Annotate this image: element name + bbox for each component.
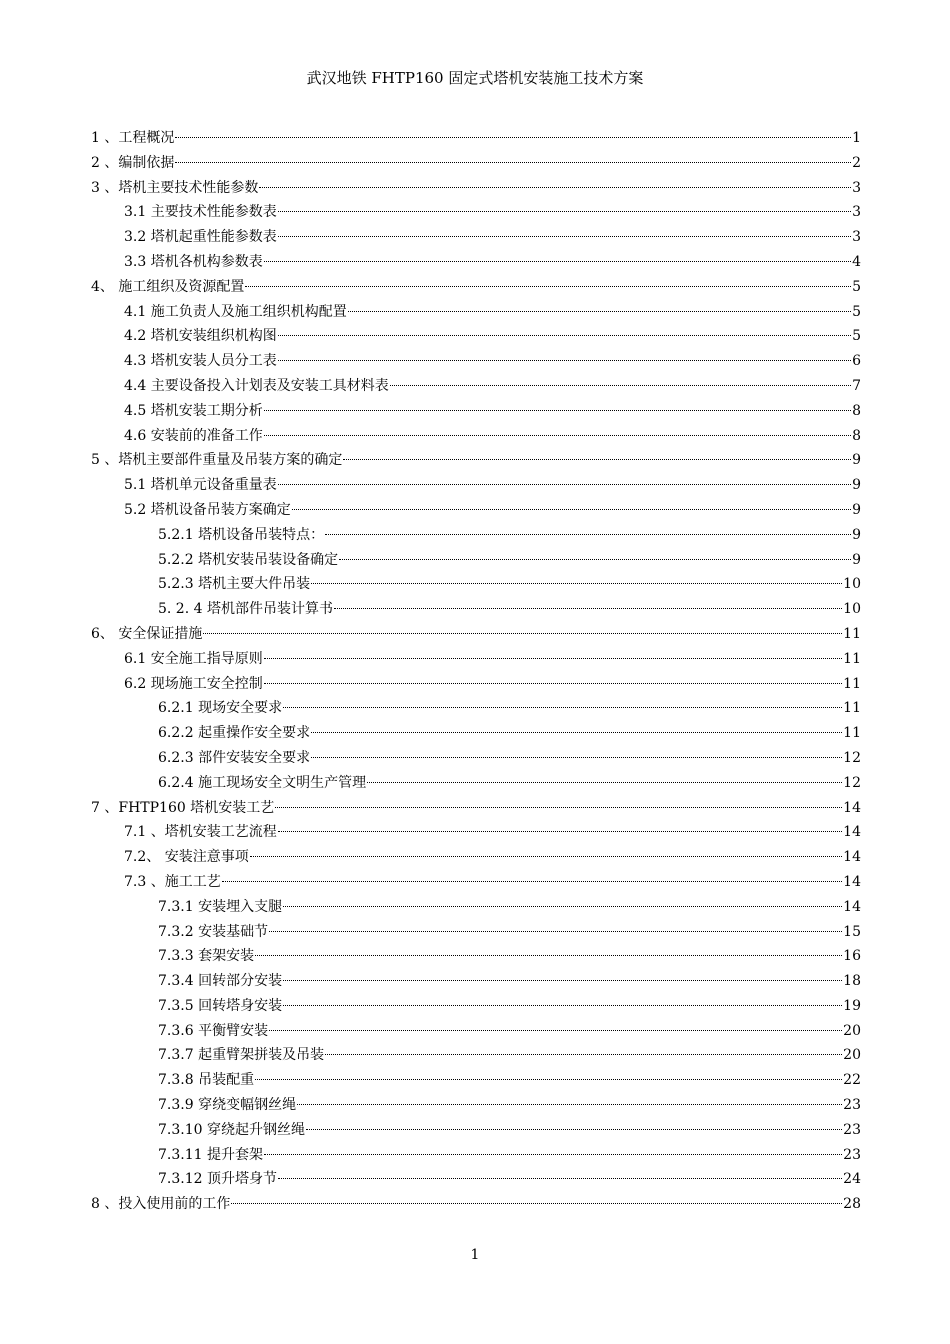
toc-entry[interactable] <box>91 721 861 746</box>
toc-dot-leader <box>269 931 842 932</box>
toc-dot-leader <box>334 608 842 609</box>
toc-entry[interactable] <box>91 771 861 796</box>
toc-dot-leader <box>245 286 851 287</box>
toc-entry-title: 5.2 塔机设备吊装方案确定 <box>124 501 291 518</box>
toc-dot-leader <box>231 1203 842 1204</box>
toc-dot-leader <box>325 1054 842 1055</box>
toc-entry-page: 14 <box>843 898 861 915</box>
toc-entry-title: 7.3.9 穿绕变幅钢丝绳 <box>158 1097 297 1114</box>
toc-entry-page: 14 <box>843 799 861 816</box>
toc-entry[interactable] <box>91 498 861 523</box>
toc-entry-page: 11 <box>843 650 861 667</box>
toc-entry-title: 3.3 塔机各机构参数表 <box>124 253 263 270</box>
toc-dot-leader <box>175 137 851 138</box>
toc-entry-page: 14 <box>843 873 861 890</box>
toc-dot-leader <box>390 385 851 386</box>
toc-dot-leader <box>311 583 842 584</box>
toc-dot-leader <box>278 236 851 237</box>
toc-dot-leader <box>278 360 851 361</box>
toc-entry-page: 11 <box>843 725 861 742</box>
toc-entry-title: 3.1 主要技术性能参数表 <box>124 204 277 221</box>
toc-entry-title: 6.2 现场施工安全控制 <box>124 675 263 692</box>
toc-entry-page: 11 <box>843 700 861 717</box>
toc-entry-title: 6.2.3 部件安装安全要求 <box>158 749 311 766</box>
toc-entry[interactable] <box>91 1192 861 1217</box>
toc-dot-leader <box>259 187 851 188</box>
toc-entry[interactable] <box>91 820 861 845</box>
toc-entry-page: 12 <box>843 749 861 766</box>
toc-entry-page: 8 <box>852 402 861 419</box>
toc-entry-page: 5 <box>852 278 861 295</box>
toc-entry[interactable] <box>91 622 861 647</box>
toc-entry-title: 6.2.4 施工现场安全文明生产管理 <box>158 774 367 791</box>
toc-dot-leader <box>278 1178 842 1179</box>
page-number: 1 <box>470 1247 480 1263</box>
toc-entry[interactable] <box>91 424 861 449</box>
toc-entry[interactable] <box>91 572 861 597</box>
toc-entry[interactable] <box>91 523 861 548</box>
toc-entry-title: 6.2.1 现场安全要求 <box>158 700 283 717</box>
toc-entry-page: 14 <box>843 849 861 866</box>
toc-entry[interactable] <box>91 1167 861 1192</box>
toc-entry[interactable] <box>91 845 861 870</box>
toc-dot-leader <box>278 831 842 832</box>
toc-entry[interactable] <box>91 944 861 969</box>
toc-dot-leader <box>311 732 842 733</box>
toc-dot-leader <box>283 906 842 907</box>
toc-dot-leader <box>264 658 842 659</box>
toc-entry-title: 7.3.3 套架安装 <box>158 948 255 965</box>
toc-entry[interactable] <box>91 1068 861 1093</box>
toc-entry-title: 7.3.4 回转部分安装 <box>158 973 283 990</box>
toc-entry-page: 16 <box>843 948 861 965</box>
toc-entry-title: 4.3 塔机安装人员分工表 <box>124 353 277 370</box>
toc-dot-leader <box>255 1079 842 1080</box>
toc-entry[interactable] <box>91 647 861 672</box>
toc-entry-title: 5. 2. 4 塔机部件吊装计算书 <box>158 601 333 618</box>
toc-entry[interactable] <box>91 399 861 424</box>
toc-dot-leader <box>325 534 851 535</box>
toc-entry-page: 15 <box>843 923 861 940</box>
toc-entry-title: 7.1 、塔机安装工艺流程 <box>124 824 277 841</box>
toc-dot-leader <box>264 683 842 684</box>
toc-entry-title: 7.3.5 回转塔身安装 <box>158 997 283 1014</box>
toc-dot-leader <box>292 509 851 510</box>
toc-entry-title: 4.6 安装前的准备工作 <box>124 427 263 444</box>
toc-entry-title: 7 、FHTP160 塔机安装工艺 <box>91 799 275 816</box>
toc-entry[interactable] <box>91 1118 861 1143</box>
toc-entry-page: 9 <box>852 551 861 568</box>
toc-entry-title: 6.2.2 起重操作安全要求 <box>158 725 311 742</box>
toc-entry-page: 3 <box>852 204 861 221</box>
toc-dot-leader <box>264 410 851 411</box>
toc-dot-leader <box>203 633 842 634</box>
toc-entry-title: 7.3.6 平衡臂安装 <box>158 1022 269 1039</box>
toc-entry-page: 8 <box>852 427 861 444</box>
page-title: 武汉地铁 FHTP160 固定式塔机安装施工技术方案 <box>306 69 644 87</box>
toc-entry-title: 7.3.1 安装埋入支腿 <box>158 898 283 915</box>
toc-dot-leader <box>264 435 851 436</box>
toc-entry-title: 8 、投入使用前的工作 <box>91 1196 231 1213</box>
toc-dot-leader <box>283 980 842 981</box>
toc-entry[interactable] <box>91 994 861 1019</box>
toc-dot-leader <box>283 1005 842 1006</box>
toc-dot-leader <box>264 1154 842 1155</box>
toc-entry-page: 9 <box>852 526 861 543</box>
toc-entry-page: 9 <box>852 452 861 469</box>
toc-dot-leader <box>275 807 842 808</box>
toc-entry-title: 5.2.1 塔机设备吊装特点： <box>158 526 325 543</box>
toc-entry-title: 4.1 施工负责人及施工组织机构配置 <box>124 303 347 320</box>
toc-entry-page: 14 <box>843 824 861 841</box>
toc-dot-leader <box>367 782 842 783</box>
toc-entry-page: 23 <box>843 1097 861 1114</box>
toc-entry-title: 6、 安全保证措施 <box>91 625 203 642</box>
toc-entry-page: 20 <box>843 1047 861 1064</box>
toc-entry-page: 7 <box>852 377 861 394</box>
toc-entry[interactable] <box>91 672 861 697</box>
table-of-contents <box>91 126 861 1217</box>
toc-entry-title: 3.2 塔机起重性能参数表 <box>124 229 277 246</box>
toc-entry-title: 7.3.11 提升套架 <box>158 1146 263 1163</box>
toc-entry[interactable] <box>91 969 861 994</box>
toc-entry-page: 3 <box>852 229 861 246</box>
toc-entry-title: 7.2、 安装注意事项 <box>124 849 249 866</box>
toc-dot-leader <box>278 484 851 485</box>
toc-entry-title: 7.3.7 起重臂架拼装及吊装 <box>158 1047 325 1064</box>
toc-entry[interactable] <box>91 349 861 374</box>
toc-entry[interactable] <box>91 473 861 498</box>
toc-entry-title: 4.2 塔机安装组织机构图 <box>124 328 277 345</box>
toc-dot-leader <box>306 1129 842 1130</box>
toc-entry-title: 3 、塔机主要技术性能参数 <box>91 179 259 196</box>
toc-entry-page: 3 <box>852 179 861 196</box>
toc-dot-leader <box>264 261 851 262</box>
toc-entry[interactable] <box>91 126 861 151</box>
toc-entry-title: 5.2.2 塔机安装吊装设备确定 <box>158 551 339 568</box>
toc-dot-leader <box>348 311 851 312</box>
toc-entry-page: 1 <box>852 130 861 146</box>
toc-entry[interactable] <box>91 696 861 721</box>
toc-entry[interactable] <box>91 796 861 821</box>
toc-entry-page: 9 <box>852 477 861 494</box>
toc-entry-page: 11 <box>843 625 861 642</box>
toc-dot-leader <box>311 757 842 758</box>
toc-entry[interactable] <box>91 151 861 176</box>
toc-entry-page: 11 <box>843 675 861 692</box>
toc-dot-leader <box>250 856 842 857</box>
toc-entry-page: 20 <box>843 1022 861 1039</box>
toc-entry-page: 6 <box>852 353 861 370</box>
toc-entry-page: 23 <box>843 1121 861 1138</box>
toc-dot-leader <box>343 459 851 460</box>
toc-entry[interactable] <box>91 1019 861 1044</box>
toc-entry-page: 2 <box>852 154 861 171</box>
toc-entry[interactable] <box>91 250 861 275</box>
toc-entry[interactable] <box>91 275 861 300</box>
toc-entry-page: 19 <box>843 997 861 1014</box>
toc-entry-page: 10 <box>843 601 861 618</box>
toc-entry[interactable] <box>91 870 861 895</box>
toc-entry-page: 4 <box>852 253 861 270</box>
toc-entry[interactable] <box>91 300 861 325</box>
toc-entry[interactable] <box>91 225 861 250</box>
toc-entry-title: 4、 施工组织及资源配置 <box>91 278 245 295</box>
toc-entry-page: 23 <box>843 1146 861 1163</box>
toc-dot-leader <box>339 559 851 560</box>
toc-entry-title: 7.3.2 安装基础节 <box>158 923 269 940</box>
toc-entry-page: 5 <box>852 328 861 345</box>
toc-entry[interactable] <box>91 324 861 349</box>
toc-entry-page: 28 <box>843 1196 861 1213</box>
toc-entry[interactable] <box>91 1093 861 1118</box>
toc-entry-title: 5.1 塔机单元设备重量表 <box>124 477 277 494</box>
toc-entry-title: 5.2.3 塔机主要大件吊装 <box>158 576 311 593</box>
toc-dot-leader <box>222 881 842 882</box>
toc-entry-page: 10 <box>843 576 861 593</box>
toc-entry-title: 4.5 塔机安装工期分析 <box>124 402 263 419</box>
toc-entry-page: 9 <box>852 501 861 518</box>
toc-entry[interactable] <box>91 176 861 201</box>
toc-entry-title: 7.3.8 吊装配重 <box>158 1072 255 1089</box>
toc-entry[interactable] <box>91 597 861 622</box>
toc-entry-title: 2 、编制依据 <box>91 154 175 171</box>
toc-entry-title: 6.1 安全施工指导原则 <box>124 650 263 667</box>
toc-entry-page: 5 <box>852 303 861 320</box>
toc-entry[interactable] <box>91 920 861 945</box>
toc-dot-leader <box>278 335 851 336</box>
toc-entry-title: 7.3.10 穿绕起升钢丝绳 <box>158 1121 305 1138</box>
toc-entry-title: 4.4 主要设备投入计划表及安装工具材料表 <box>124 377 389 394</box>
toc-dot-leader <box>283 707 842 708</box>
toc-dot-leader <box>255 955 842 956</box>
toc-dot-leader <box>278 211 851 212</box>
toc-dot-leader <box>269 1030 842 1031</box>
toc-entry-page: 22 <box>843 1072 861 1089</box>
toc-entry-title: 7.3.12 顶升塔身节 <box>158 1171 277 1188</box>
toc-entry[interactable] <box>91 374 861 399</box>
toc-entry-title: 1 、工程概况 <box>91 130 175 146</box>
toc-entry[interactable] <box>91 895 861 920</box>
toc-entry[interactable] <box>91 448 861 473</box>
toc-entry[interactable] <box>91 548 861 573</box>
toc-entry[interactable] <box>91 1143 861 1168</box>
toc-entry-title: 5 、塔机主要部件重量及吊装方案的确定 <box>91 452 343 469</box>
toc-entry[interactable] <box>91 200 861 225</box>
toc-entry-page: 24 <box>843 1171 861 1188</box>
toc-entry-title: 7.3 、施工工艺 <box>124 873 221 890</box>
toc-entry-page: 18 <box>843 973 861 990</box>
toc-dot-leader <box>297 1104 842 1105</box>
toc-entry[interactable] <box>91 1043 861 1068</box>
toc-entry[interactable] <box>91 746 861 771</box>
toc-dot-leader <box>175 162 851 163</box>
toc-entry-page: 12 <box>843 774 861 791</box>
